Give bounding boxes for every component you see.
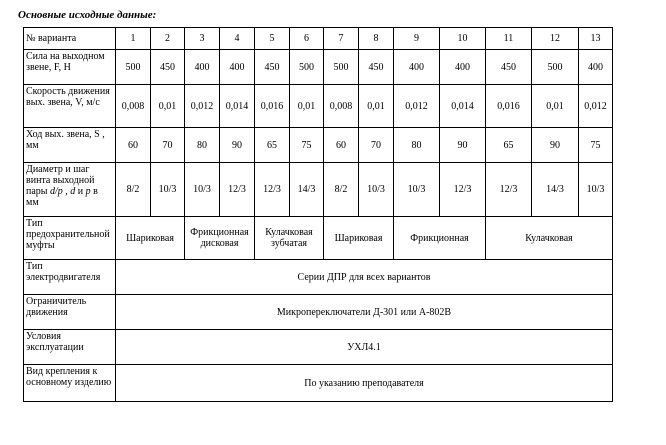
stroke-cell: 80 xyxy=(394,128,440,163)
force-cell: 450 xyxy=(359,50,394,85)
variant-number: 2 xyxy=(151,28,185,50)
table-row-stroke xyxy=(24,128,613,163)
stroke-cell: 90 xyxy=(440,128,486,163)
limit-cell: Микропереключатели Д-301 или А-802В xyxy=(116,295,613,330)
row-label-motor: Тип электродвигателя xyxy=(24,260,116,295)
coupling-cell: Кулачковая зубчатая xyxy=(255,217,324,260)
force-cell: 450 xyxy=(486,50,532,85)
table-row-screw xyxy=(24,163,613,217)
row-label-force: Сила на выходном звене, F, Н xyxy=(24,50,116,85)
force-cell: 500 xyxy=(532,50,579,85)
coupling-cell: Кулачковая xyxy=(486,217,613,260)
speed-cell: 0,016 xyxy=(255,85,290,128)
screw-cell: 12/3 xyxy=(220,163,255,217)
speed-cell: 0,012 xyxy=(394,85,440,128)
table-row-climate xyxy=(24,330,613,365)
row-label-variant: № варианта xyxy=(24,28,116,50)
variant-number: 1 xyxy=(116,28,151,50)
force-cell: 500 xyxy=(290,50,324,85)
stroke-cell: 60 xyxy=(324,128,359,163)
table-row-limit xyxy=(24,295,613,330)
variant-number: 7 xyxy=(324,28,359,50)
speed-cell: 0,008 xyxy=(116,85,151,128)
variant-number: 4 xyxy=(220,28,255,50)
variant-number: 10 xyxy=(440,28,486,50)
force-cell: 450 xyxy=(151,50,185,85)
row-label-mount: Вид крепления к основному изделию xyxy=(24,365,116,402)
screw-cell: 14/3 xyxy=(290,163,324,217)
screw-cell: 8/2 xyxy=(324,163,359,217)
stroke-cell: 65 xyxy=(486,128,532,163)
speed-cell: 0,01 xyxy=(359,85,394,128)
speed-cell: 0,016 xyxy=(486,85,532,128)
variant-number: 11 xyxy=(486,28,532,50)
table-row-variant-numbers xyxy=(24,28,613,50)
force-cell: 400 xyxy=(579,50,613,85)
section-heading: Основные исходные данные: xyxy=(18,9,157,21)
coupling-cell: Шариковая xyxy=(116,217,185,260)
force-cell: 400 xyxy=(220,50,255,85)
motor-cell: Серии ДПР для всех вариантов xyxy=(116,260,613,295)
force-cell: 400 xyxy=(185,50,220,85)
variant-number: 3 xyxy=(185,28,220,50)
force-cell: 400 xyxy=(394,50,440,85)
variant-number: 8 xyxy=(359,28,394,50)
screw-cell: 14/3 xyxy=(532,163,579,217)
variant-number: 9 xyxy=(394,28,440,50)
row-label-speed: Скорость движения вых. звена, V, м/с xyxy=(24,85,116,128)
table-row-speed xyxy=(24,85,613,128)
stroke-cell: 70 xyxy=(359,128,394,163)
row-label-stroke: Ход вых. звена, S , мм xyxy=(24,128,116,163)
screw-cell: 12/3 xyxy=(440,163,486,217)
screw-cell: 10/3 xyxy=(185,163,220,217)
row-label-limit: Ограничитель движения xyxy=(24,295,116,330)
stroke-cell: 75 xyxy=(579,128,613,163)
table-row-coupling xyxy=(24,217,613,260)
speed-cell: 0,014 xyxy=(220,85,255,128)
stroke-cell: 90 xyxy=(220,128,255,163)
variant-number: 13 xyxy=(579,28,613,50)
row-label-climate: Условия эксплуатации xyxy=(24,330,116,365)
climate-cell: УХЛ4.1 xyxy=(116,330,613,365)
row-label-coupling: Тип предохранительной муфты xyxy=(24,217,116,260)
speed-cell: 0,01 xyxy=(290,85,324,128)
force-cell: 400 xyxy=(440,50,486,85)
coupling-cell: Фрикционная дисковая xyxy=(185,217,255,260)
screw-cell: 8/2 xyxy=(116,163,151,217)
screw-cell: 10/3 xyxy=(359,163,394,217)
variant-number: 5 xyxy=(255,28,290,50)
stroke-cell: 70 xyxy=(151,128,185,163)
force-cell: 500 xyxy=(324,50,359,85)
coupling-cell: Шариковая xyxy=(324,217,394,260)
speed-cell: 0,012 xyxy=(185,85,220,128)
table-row-motor xyxy=(24,260,613,295)
screw-cell: 12/3 xyxy=(486,163,532,217)
screw-cell: 10/3 xyxy=(151,163,185,217)
screw-cell: 10/3 xyxy=(394,163,440,217)
table-row-mount xyxy=(24,365,613,402)
stroke-cell: 75 xyxy=(290,128,324,163)
coupling-cell: Фрикционная xyxy=(394,217,486,260)
row-label-screw: Диаметр и шаг винта выходной пары d/p , d и p в мм xyxy=(24,163,116,217)
speed-cell: 0,008 xyxy=(324,85,359,128)
variant-number: 12 xyxy=(532,28,579,50)
stroke-cell: 65 xyxy=(255,128,290,163)
screw-cell: 12/3 xyxy=(255,163,290,217)
speed-cell: 0,012 xyxy=(579,85,613,128)
variant-number: 6 xyxy=(290,28,324,50)
mount-cell: По указанию преподавателя xyxy=(116,365,613,402)
stroke-cell: 80 xyxy=(185,128,220,163)
speed-cell: 0,014 xyxy=(440,85,486,128)
source-data-table xyxy=(23,27,613,402)
speed-cell: 0,01 xyxy=(532,85,579,128)
force-cell: 450 xyxy=(255,50,290,85)
stroke-cell: 60 xyxy=(116,128,151,163)
stroke-cell: 90 xyxy=(532,128,579,163)
screw-cell: 10/3 xyxy=(579,163,613,217)
speed-cell: 0,01 xyxy=(151,85,185,128)
table-row-force xyxy=(24,50,613,85)
force-cell: 500 xyxy=(116,50,151,85)
